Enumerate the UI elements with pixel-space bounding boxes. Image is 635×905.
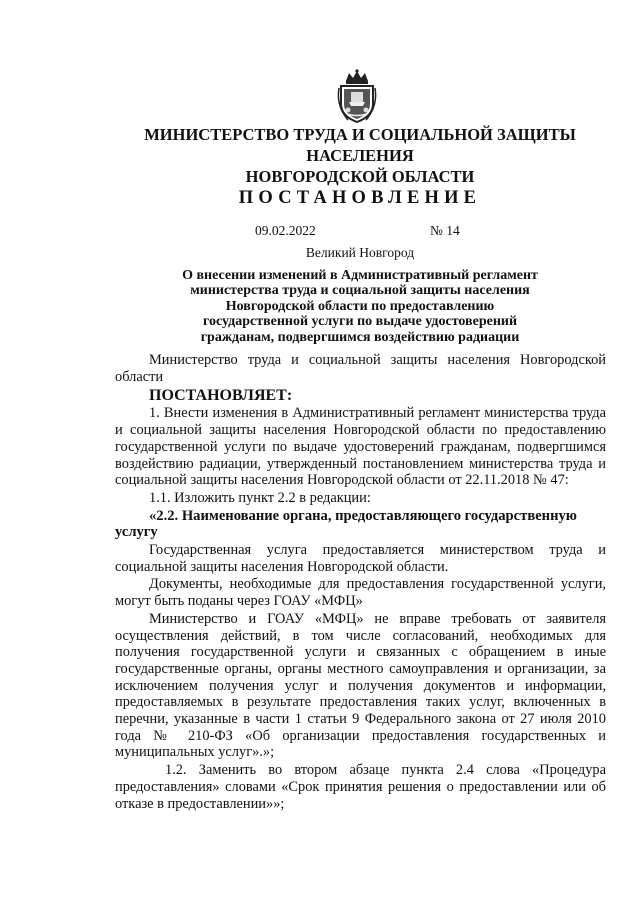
subject-line-4: государственной услуги по выдаче удостоверений bbox=[202, 314, 518, 330]
document-city: Великий Новгород bbox=[305, 245, 415, 260]
subject-line-5: гражданам, подвергшимся воздействию радиации bbox=[200, 329, 520, 345]
document-body bbox=[115, 352, 606, 812]
paragraph-1-2: 1.2. Заменить во втором абзаце пункта 2.4 слова «Процедура предоставления» словами «Срок принятия решения о предоставлении или об отказе в предоставлении»»; bbox=[115, 762, 606, 812]
document-number: № 14 bbox=[430, 223, 460, 238]
document-type: ПОСТАНОВЛЕНИЕ bbox=[238, 188, 482, 208]
ministry-name bbox=[100, 124, 620, 187]
subject-line-3: Новгородской области по предоставлению bbox=[225, 298, 495, 314]
ministry-line-1: МИНИСТЕРСТВО ТРУДА И СОЦИАЛЬНОЙ ЗАЩИТЫ НАСЕЛЕНИЯ bbox=[144, 125, 576, 165]
paragraph-1-1: 1.1. Изложить пункт 2.2 в редакции: bbox=[149, 489, 371, 506]
document-date: 09.02.2022 bbox=[255, 223, 316, 238]
paragraph-ministry: Министерство и ГОАУ «МФЦ» не вправе требовать от заявителя осуществления действий, в том числе согласований, необходимых для получения государственной услуги и связанных с обращением в иные государственные органы, органы местного самоуправления и организации, за исключением получения услуг и получения документов и информации, предоставляемых в результате предоставления таких услуг, включенных в перечни, указанные в части 1 статьи 9 Федерального закона от 27 июля 2010 года № 210-ФЗ «Об организации предоставления государственных и муниципальных услуг».»; bbox=[115, 610, 606, 761]
intro-paragraph: Министерство труда и социальной защиты населения Новгородской области bbox=[115, 352, 606, 385]
document-subject bbox=[160, 268, 560, 345]
ministry-line-2: НОВГОРОДСКОЙ ОБЛАСТИ bbox=[245, 167, 475, 186]
subject-line-2: министерства труда и социальной защиты населения bbox=[190, 283, 530, 299]
paragraph-state-service: Государственная услуга предоставляется министерством труда и социальной защиты населения Новгородской области. bbox=[115, 542, 606, 575]
coat-of-arms-emblem bbox=[336, 68, 378, 124]
decree-heading: ПОСТАНОВЛЯЕТ: bbox=[149, 387, 293, 405]
paragraph-documents: Документы, необходимые для предоставления государственной услуги, могут быть поданы через ГОАУ «МФЦ» bbox=[115, 576, 606, 610]
subject-line-1: О внесении изменений в Административный регламент bbox=[182, 268, 538, 283]
paragraph-1: 1. Внести изменения в Административный регламент министерства труда и социальной защиты населения Новгородской области по предоставлению государственной услуги по выдаче удостоверений гражданам, подвергшимся воздействию радиации, утвержденный постановлением министерства труда и социальной защиты населения Новгородской области от 22.11.2018 № 47: bbox=[115, 405, 606, 489]
section-2-2-title: «2.2. Наименование органа, предоставляющего государственную услугу bbox=[115, 507, 577, 541]
